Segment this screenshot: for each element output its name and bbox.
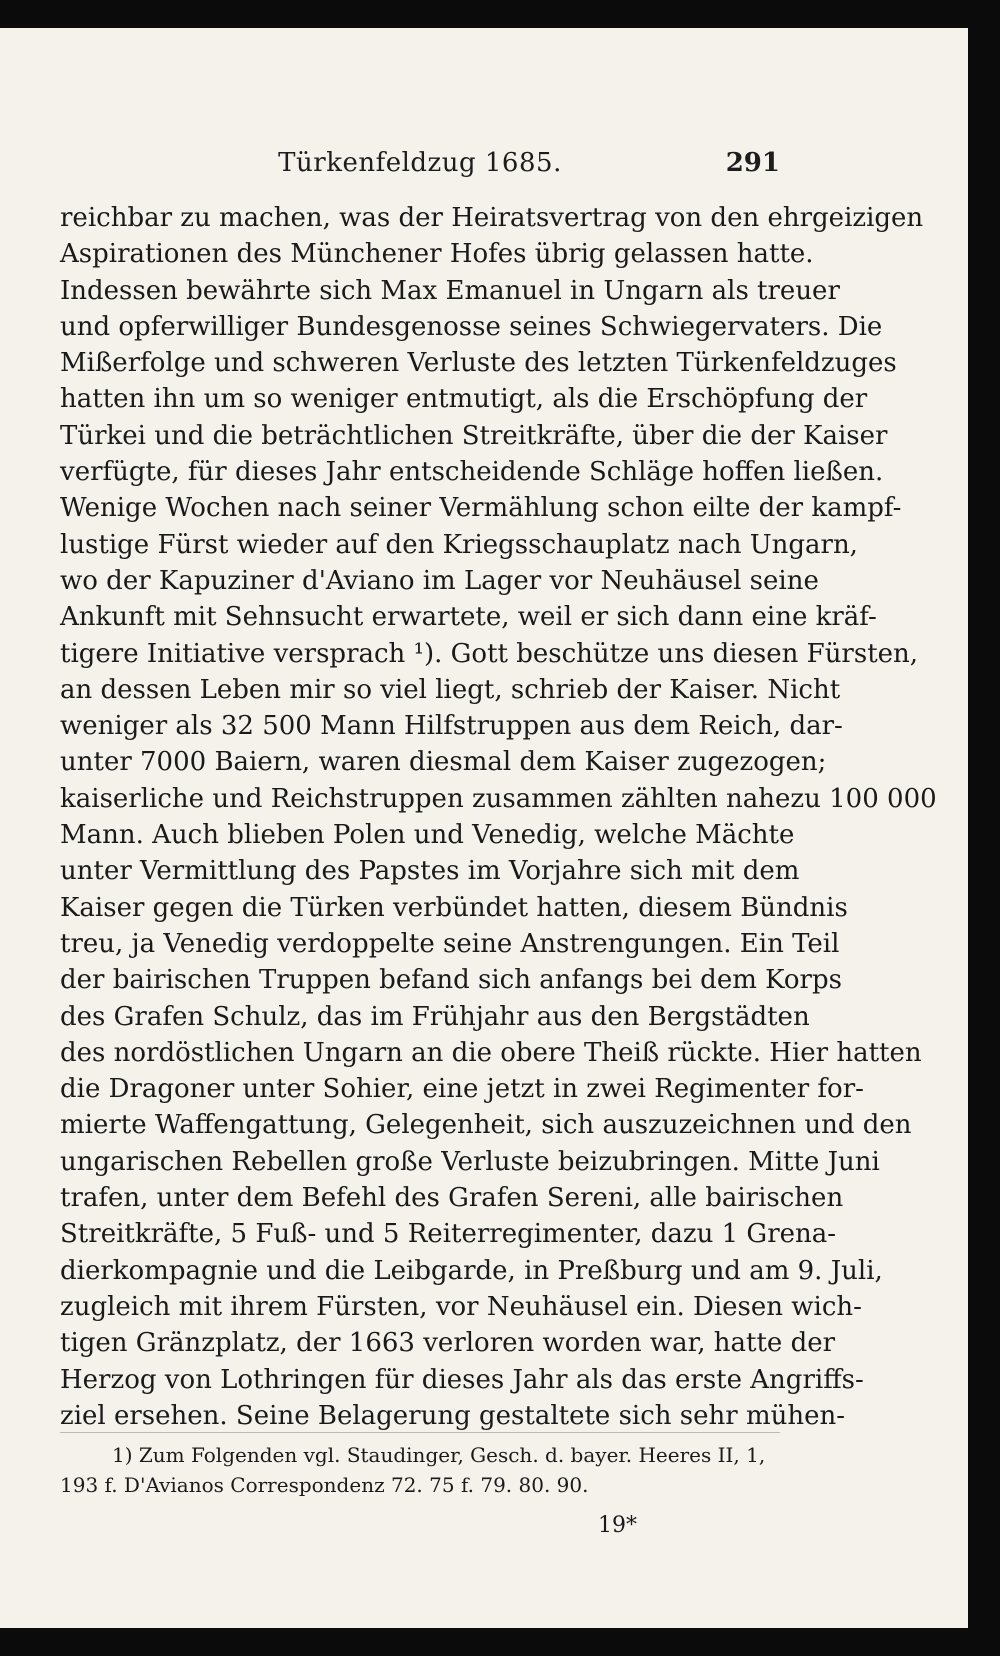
footnote-line: 193 f. D'Avianos Correspondenz 72. 75 f. 79. 80. 90. bbox=[60, 1473, 589, 1497]
text-line: Türkei und die beträchtlichen Streitkräfte, über die der Kaiser bbox=[60, 420, 888, 451]
text-line: ungarischen Rebellen große Verluste beizubringen. Mitte Juni bbox=[60, 1146, 880, 1177]
text-line: wo der Kapuziner d'Aviano im Lager vor Neuhäusel seine bbox=[60, 565, 819, 596]
footnote-divider bbox=[60, 1432, 780, 1433]
text-line: der bairischen Truppen befand sich anfangs bei dem Korps bbox=[60, 965, 842, 996]
running-title: Türkenfeldzug 1685. bbox=[278, 148, 562, 178]
text-line: kaiserliche und Reichstruppen zusammen zählten nahezu 100 000 bbox=[60, 783, 937, 814]
text-line: ziel ersehen. Seine Belagerung gestaltete sich sehr mühen- bbox=[60, 1400, 846, 1431]
text-line: Herzog von Lothringen für dieses Jahr als das erste Angriffs- bbox=[60, 1364, 864, 1395]
text-line: Indessen bewährte sich Max Emanuel in Ungarn als treuer bbox=[60, 275, 840, 306]
text-line: an dessen Leben mir so viel liegt, schrieb der Kaiser. Nicht bbox=[60, 674, 841, 705]
text-line: zugleich mit ihrem Fürsten, vor Neuhäusel ein. Diesen wich- bbox=[60, 1291, 862, 1322]
text-line: Ankunft mit Sehnsucht erwartete, weil er sich dann eine kräf- bbox=[60, 602, 877, 633]
footnote-line: 1) Zum Folgenden vgl. Staudinger, Gesch. d. bayer. Heeres II, 1, bbox=[112, 1443, 766, 1467]
text-line: verfügte, für dieses Jahr entscheidende Schläge hoffen ließen. bbox=[60, 457, 884, 488]
footnotes bbox=[60, 1440, 780, 1500]
text-line: Kaiser gegen die Türken verbündet hatten, diesem Bündnis bbox=[60, 892, 848, 923]
text-line: Streitkräfte, 5 Fuß- und 5 Reiterregimenter, dazu 1 Grena- bbox=[60, 1219, 837, 1250]
text-line: trafen, unter dem Befehl des Grafen Sereni, alle bairischen bbox=[60, 1183, 844, 1214]
page-header bbox=[60, 148, 780, 188]
text-line: reichbar zu machen, was der Heiratsvertrag von den ehrgeizigen bbox=[60, 203, 924, 233]
text-line: und opferwilliger Bundesgenosse seines Schwiegervaters. Die bbox=[60, 311, 883, 342]
text-line: treu, ja Venedig verdoppelte seine Anstrengungen. Ein Teil bbox=[60, 928, 840, 959]
text-line: unter Vermittlung des Papstes im Vorjahre sich mit dem bbox=[60, 856, 800, 887]
body-text bbox=[60, 200, 937, 1434]
text-line: weniger als 32 500 Mann Hilfstruppen aus dem Reich, dar- bbox=[60, 711, 843, 742]
text-line: Wenige Wochen nach seiner Vermählung schon eilte der kampf- bbox=[60, 493, 902, 524]
signature-mark: 19* bbox=[598, 1513, 637, 1538]
text-line: tigen Gränzplatz, der 1663 verloren worden war, hatte der bbox=[60, 1328, 836, 1359]
text-line: dierkompagnie und die Leibgarde, in Preßburg und am 9. Juli, bbox=[60, 1255, 883, 1286]
page-number: 291 bbox=[725, 148, 780, 178]
text-line: Aspirationen des Münchener Hofes übrig gelassen hatte. bbox=[60, 239, 814, 270]
text-line: tigere Initiative versprach ¹). Gott beschütze uns diesen Fürsten, bbox=[60, 638, 919, 669]
text-line: mierte Waffengattung, Gelegenheit, sich auszuzeichnen und den bbox=[60, 1110, 912, 1141]
text-line: Mann. Auch blieben Polen und Venedig, welche Mächte bbox=[60, 820, 795, 851]
text-line: des nordöstlichen Ungarn an die obere Theiß rückte. Hier hatten bbox=[60, 1037, 922, 1068]
text-line: lustige Fürst wieder auf den Kriegsschauplatz nach Ungarn, bbox=[60, 529, 858, 560]
text-line: hatten ihn um so weniger entmutigt, als die Erschöpfung der bbox=[60, 384, 868, 415]
text-line: die Dragoner unter Sohier, eine jetzt in zwei Regimenter for- bbox=[60, 1074, 864, 1105]
text-line: unter 7000 Baiern, waren diesmal dem Kaiser zugezogen; bbox=[60, 747, 827, 778]
book-page bbox=[0, 28, 968, 1628]
text-line: Mißerfolge und schweren Verluste des letzten Türkenfeldzuges bbox=[60, 348, 897, 379]
text-line: des Grafen Schulz, das im Frühjahr aus den Bergstädten bbox=[60, 1001, 810, 1032]
